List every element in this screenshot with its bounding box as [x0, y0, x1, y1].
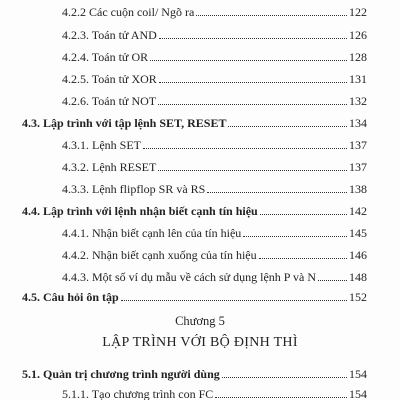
toc-leader-dots [260, 213, 347, 215]
toc-entry-title: 4.3.3. Lệnh flipflop SR và RS [62, 182, 206, 196]
toc-section [22, 204, 367, 218]
toc-section [22, 116, 367, 130]
toc-entry-title: 4.2.5. Toán tử XOR [62, 72, 157, 86]
toc-section-page: 134 [349, 116, 367, 130]
toc-entry-page: 128 [349, 50, 367, 64]
toc-section-title: 5.1. Quản trị chương trình người dùng [22, 367, 220, 381]
toc-entry [62, 28, 367, 42]
toc-entry-title: 4.4.3. Một số ví dụ mẫu về cách sử dụng lệnh P và N [62, 270, 317, 284]
toc-entry [62, 160, 367, 174]
toc-entry-page: 126 [349, 28, 367, 42]
toc-leader-dots [318, 279, 347, 281]
toc-leader-dots [243, 235, 347, 237]
toc-leader-dots [259, 257, 347, 259]
toc-entry-title: 4.2.2 Các cuộn coil/ Ngõ ra [62, 5, 195, 19]
toc-entry-page: 154 [349, 387, 367, 400]
toc-leader-dots [215, 396, 347, 398]
toc-section-title: 4.3. Lập trình với tập lệnh SET, RESET [22, 116, 227, 130]
toc-entry-page: 131 [349, 72, 367, 86]
toc-entry-title: 4.4.2. Nhận biết cạnh xuống của tín hiệu [62, 248, 257, 262]
toc-entry [62, 72, 367, 86]
toc-entry [62, 270, 367, 284]
toc-section-page: 154 [349, 367, 367, 381]
toc-section [22, 367, 367, 381]
toc-entry [62, 94, 367, 108]
toc-entry-title: 4.3.1. Lệnh SET [62, 138, 141, 152]
toc-leader-dots [159, 81, 347, 83]
toc-leader-dots [143, 147, 347, 149]
toc-entry-title: 4.3.2. Lệnh RESET [62, 160, 157, 174]
toc-entry-title: 4.4.1. Nhận biết cạnh lên của tín hiệu [62, 226, 242, 240]
toc-leader-dots [158, 103, 347, 105]
toc-entry-page: 122 [349, 5, 367, 19]
toc-section-title: 4.5. Câu hỏi ôn tập [22, 290, 119, 304]
toc-entry [62, 5, 367, 19]
toc-leader-dots [159, 37, 347, 39]
toc-entry-page: 148 [349, 270, 367, 284]
toc-entry-title: 4.2.4. Toán tử OR [62, 50, 149, 64]
toc-leader-dots [158, 169, 347, 171]
toc-section-title: 4.4. Lập trình với lệnh nhận biết cạnh tín hiệu [22, 204, 258, 218]
toc-entry [62, 248, 367, 262]
toc-section-page: 152 [349, 290, 367, 304]
toc-leader-dots [222, 376, 347, 378]
toc-leader-dots [228, 125, 347, 127]
chapter-title: LẬP TRÌNH VỚI BỘ ĐỊNH THÌ [102, 335, 298, 350]
toc-entry-title: 4.2.6. Toán tử NOT [62, 94, 157, 108]
toc-section-page: 142 [349, 204, 367, 218]
toc-section [22, 290, 367, 304]
toc-entry-page: 132 [349, 94, 367, 108]
toc-entry-page: 137 [349, 160, 367, 174]
toc-leader-dots [150, 59, 347, 61]
toc-leader-dots [121, 299, 347, 301]
toc-entry-page: 137 [349, 138, 367, 152]
toc-entry-title: 5.1.1. Tạo chương trình con FC [62, 387, 214, 400]
toc-entry-title: 4.2.3. Toán tử AND [62, 28, 157, 42]
toc-entry [62, 226, 367, 240]
toc-entry [62, 387, 367, 400]
toc-leader-dots [196, 14, 347, 16]
toc-entry [62, 50, 367, 64]
toc-entry-page: 146 [349, 248, 367, 262]
toc-entry-page: 145 [349, 226, 367, 240]
toc-leader-dots [207, 191, 347, 193]
toc-entry [62, 182, 367, 196]
toc-entry [62, 138, 367, 152]
chapter-label: Chương 5 [175, 314, 225, 328]
toc-entry-page: 138 [349, 182, 367, 196]
